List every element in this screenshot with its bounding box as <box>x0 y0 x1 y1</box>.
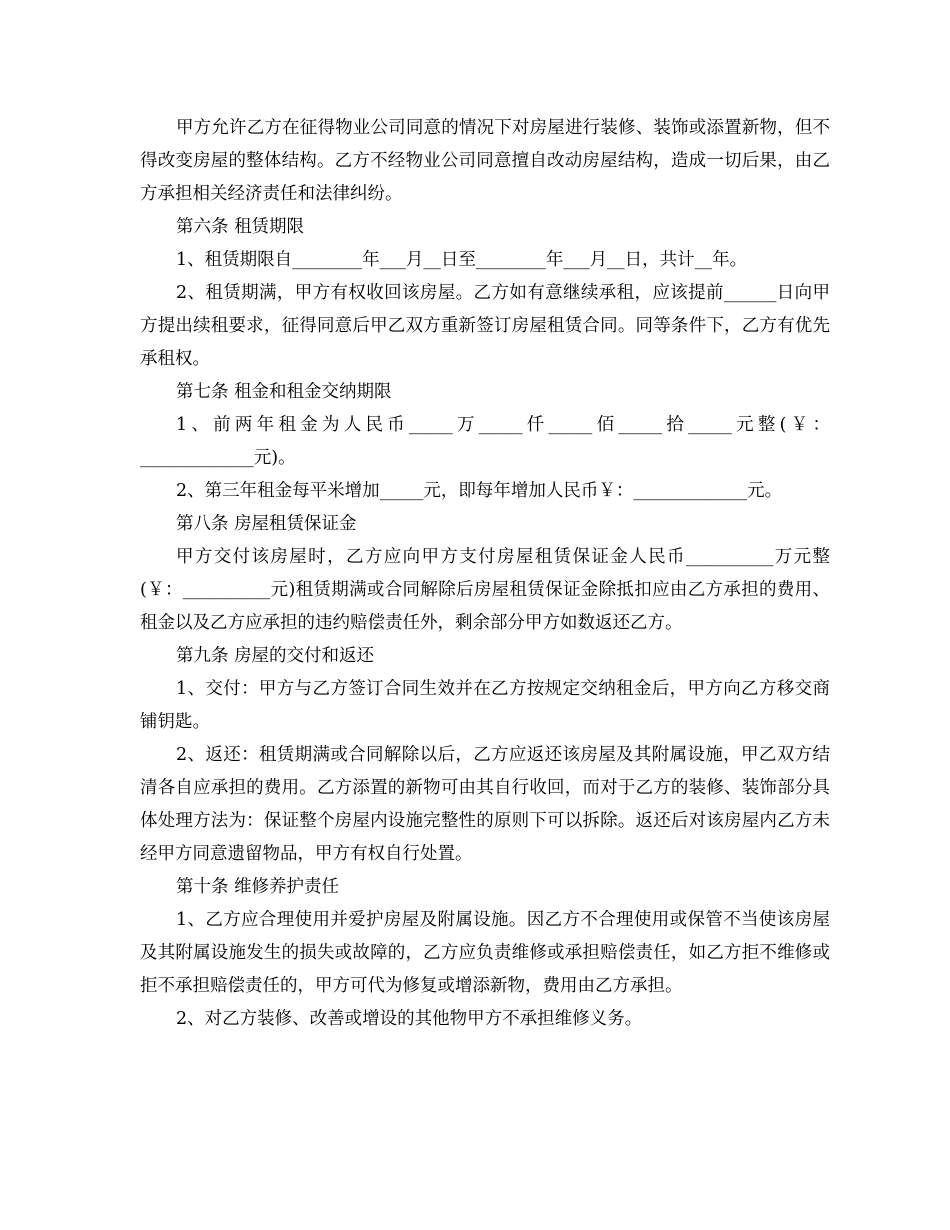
article-7-heading: 第七条 租金和租金交纳期限 <box>176 382 392 402</box>
rent-clause-1: 1、前两年租金为人民币_____万_____仟_____佰_____拾_____元整(￥：_____________元)。 <box>140 415 830 468</box>
rent-clause-2: 2、第三年租金每平米增加_____元，即每年增加人民币￥：_____________元。 <box>176 481 783 501</box>
lease-term-clause-1: 1、租赁期限自________年___月__日至________年___月__日，共计__年。 <box>176 250 748 270</box>
article-10-heading: 第十条 维修养护责任 <box>176 877 340 897</box>
maintenance-clause-1: 1、乙方应合理使用并爱护房屋及附属设施。因乙方不合理使用或保管不当使该房屋及其附属设施发生的损失或故障的，乙方应负责维修或承担赔偿责任，如乙方拒不维修或拒不承担赔偿责任的，甲方可代为修复或增添新物，费用由乙方承担。 <box>140 910 830 996</box>
delivery-clause-1: 1、交付：甲方与乙方签订合同生效并在乙方按规定交纳租金后，甲方向乙方移交商铺钥匙。 <box>140 679 830 732</box>
document-body <box>140 112 830 1036</box>
return-clause-2: 2、返还：租赁期满或合同解除以后，乙方应返还该房屋及其附属设施，甲乙双方结清各自应承担的费用。乙方添置的新物可由其自行收回，而对于乙方的装修、装饰部分具体处理方法为：保证整个房屋内设施完整性的原则下可以拆除。返还后对该房屋内乙方未经甲方同意遗留物品，甲方有权自行处置。 <box>140 745 830 864</box>
article-8-heading: 第八条 房屋租赁保证金 <box>176 514 357 534</box>
article-9-heading: 第九条 房屋的交付和返还 <box>176 646 375 666</box>
deposit-clause: 甲方交付该房屋时，乙方应向甲方支付房屋租赁保证金人民币__________万元整(￥：__________元)租赁期满或合同解除后房屋租赁保证金除抵扣应由乙方承担的费用、租金以及乙方应承担的违约赔偿责任外，剩余部分甲方如数返还乙方。 <box>140 547 830 633</box>
maintenance-clause-2: 2、对乙方装修、改善或增设的其他物甲方不承担维修义务。 <box>176 1009 643 1029</box>
paragraph-renovation-terms: 甲方允许乙方在征得物业公司同意的情况下对房屋进行装修、装饰或添置新物，但不得改变房屋的整体结构。乙方不经物业公司同意擅自改动房屋结构，造成一切后果，由乙方承担相关经济责任和法律纠纷。 <box>140 118 830 204</box>
article-6-heading: 第六条 租赁期限 <box>176 217 305 237</box>
lease-term-clause-2: 2、租赁期满，甲方有权收回该房屋。乙方如有意继续承租，应该提前______日向甲方提出续租要求，征得同意后甲乙双方重新签订房屋租赁合同。同等条件下，乙方有优先承租权。 <box>140 283 830 369</box>
